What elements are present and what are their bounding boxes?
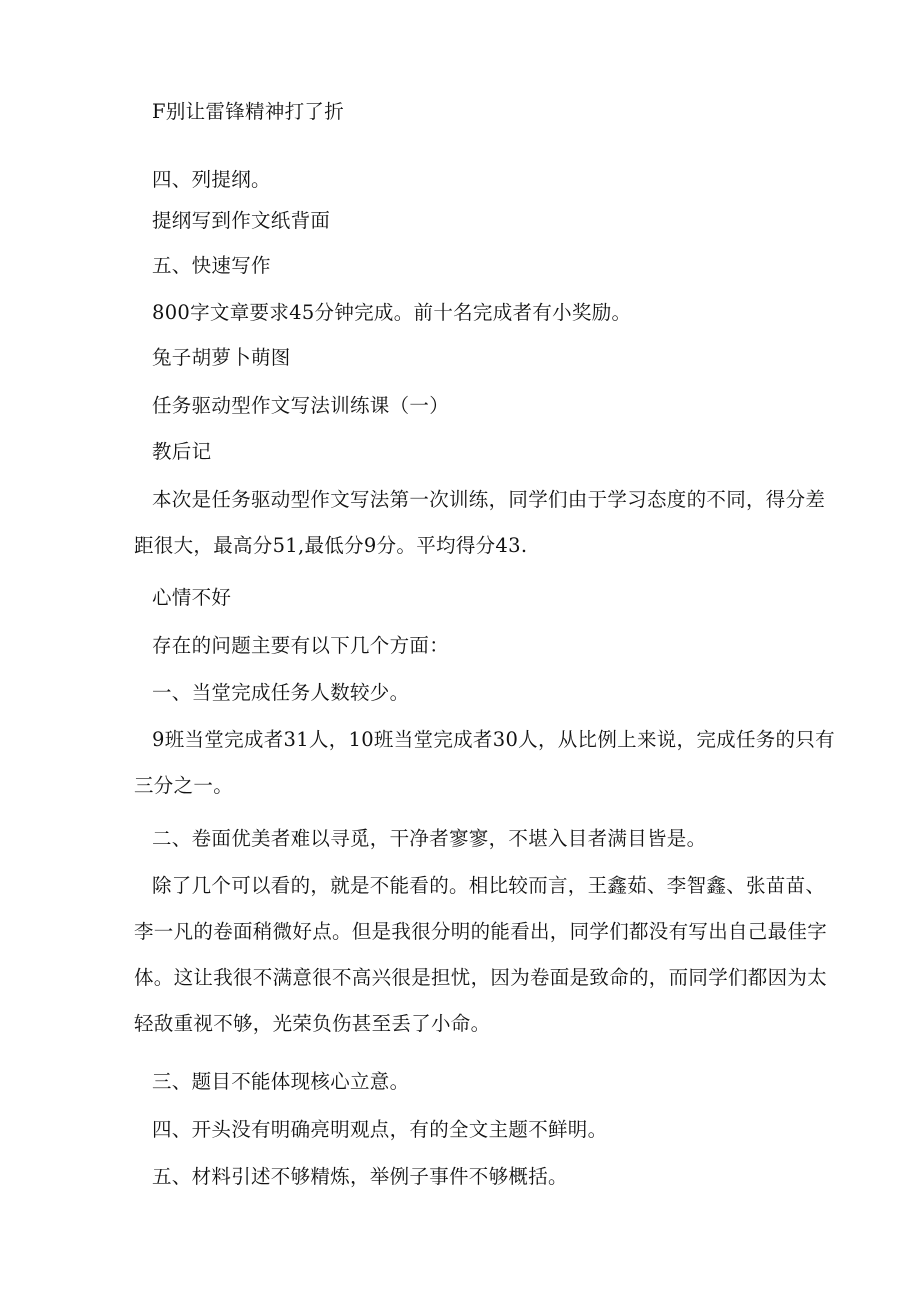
problem-2-detail [134, 872, 828, 1056]
problems-intro: 存在的问题主要有以下几个方面： [152, 634, 450, 657]
outline-note: 提纲写到作文纸背面 [152, 209, 331, 232]
detail-line: 李一凡的卷面稍微好点。但是我很分明的能看出，同学们都没有写出自己最佳字 [134, 920, 828, 943]
summary-line: 距很大，最高分51,最低分9分。平均得分43. [134, 534, 528, 557]
afterword-heading: 教后记 [152, 440, 212, 463]
problem-1: 一、当堂完成任务人数较少。 [152, 681, 410, 704]
detail-line: 除了几个可以看的，就是不能看的。相比较而言，王鑫茹、李智鑫、张苗苗、 [152, 874, 826, 897]
heading-write: 五、快速写作 [152, 254, 271, 277]
line-f: F别让雷锋精神打了折 [152, 100, 345, 123]
summary-line: 本次是任务驱动型作文写法第一次训练，同学们由于学习态度的不同，得分差 [152, 488, 826, 511]
problem-5: 五、材料引述不够精炼，举例子事件不够概括。 [152, 1165, 568, 1188]
problem-1-detail [134, 726, 835, 818]
problem-4: 四、开头没有明确亮明观点，有的全文主题不鲜明。 [152, 1118, 608, 1141]
problem-2: 二、卷面优美者难以寻觅，干净者寥寥，不堪入目者满目皆是。 [152, 827, 707, 850]
lesson-title: 任务驱动型作文写法训练课（一） [152, 394, 450, 417]
problem-3: 三、题目不能体现核心立意。 [152, 1070, 410, 1093]
detail-line: 体。这让我很不满意很不高兴很是担忧，因为卷面是致命的，而同学们都因为太 [134, 966, 828, 989]
detail-line: 9班当堂完成者31人，10班当堂完成者30人，从比例上来说，完成任务的只有 [152, 728, 835, 751]
image-caption: 兔子胡萝卜萌图 [152, 346, 291, 369]
detail-line: 轻敌重视不够，光荣负伤甚至丢了小命。 [134, 1012, 491, 1035]
write-requirement: 800字文章要求45分钟完成。前十名完成者有小奖励。 [152, 301, 632, 324]
detail-line: 三分之一。 [134, 774, 234, 797]
summary-paragraph [134, 486, 826, 578]
heading-outline: 四、列提纲。 [152, 168, 271, 191]
mood-line: 心情不好 [152, 586, 232, 609]
